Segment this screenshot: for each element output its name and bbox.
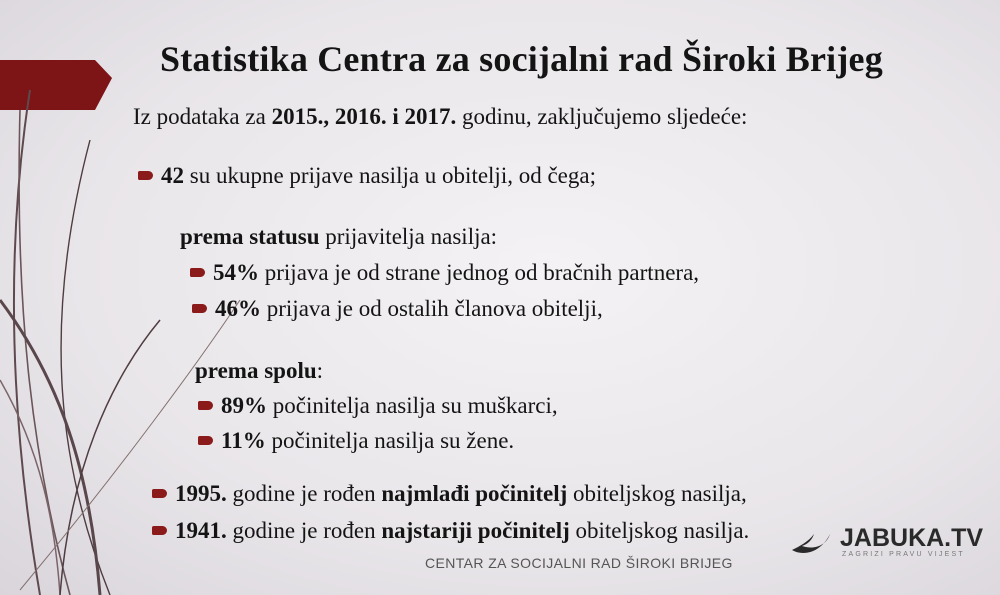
total-reports-item: 42 su ukupne prijave nasilja u obitelji, od čega; <box>138 163 596 189</box>
watermark-name: JABUKA.TV <box>840 524 984 552</box>
bullet-icon <box>190 268 205 277</box>
slide-footer: CENTAR ZA SOCIJALNI RAD ŠIROKI BRIJEG <box>425 555 733 571</box>
status-item-1: 54% prijava je od strane jednog od bračnih partnera, <box>190 260 699 286</box>
gender-heading: prema spolu: <box>195 358 324 383</box>
bullet-icon <box>152 526 167 535</box>
bullet-icon <box>198 436 213 445</box>
jabuka-logo-icon <box>790 520 834 560</box>
intro-line: Iz podataka za 2015., 2016. i 2017. godinu, zaključujemo sljedeće: <box>133 104 748 129</box>
bullet-icon <box>138 171 153 180</box>
youngest-perpetrator-item: 1995. godine je rođen najmlađi počinitelj obiteljskog nasilja, <box>152 481 747 507</box>
bullet-icon <box>198 401 213 410</box>
slide-title: Statistika Centra za socijalni rad Široki Brijeg <box>160 39 883 79</box>
gender-item-1: 89% počinitelja nasilja su muškarci, <box>198 393 558 419</box>
status-item-2: 46% prijava je od ostalih članova obitelji, <box>192 296 603 322</box>
gender-item-2: 11% počinitelja nasilja su žene. <box>198 428 514 454</box>
bullet-icon <box>152 489 167 498</box>
watermark-tagline: ZAGRIZI PRAVU VIJEST <box>842 551 965 558</box>
red-banner-shape <box>0 60 112 110</box>
oldest-perpetrator-item: 1941. godine je rođen najstariji počinitelj obiteljskog nasilja. <box>152 518 749 544</box>
status-heading: prema statusu prijavitelja nasilja: <box>180 224 498 249</box>
bullet-icon <box>192 304 207 313</box>
